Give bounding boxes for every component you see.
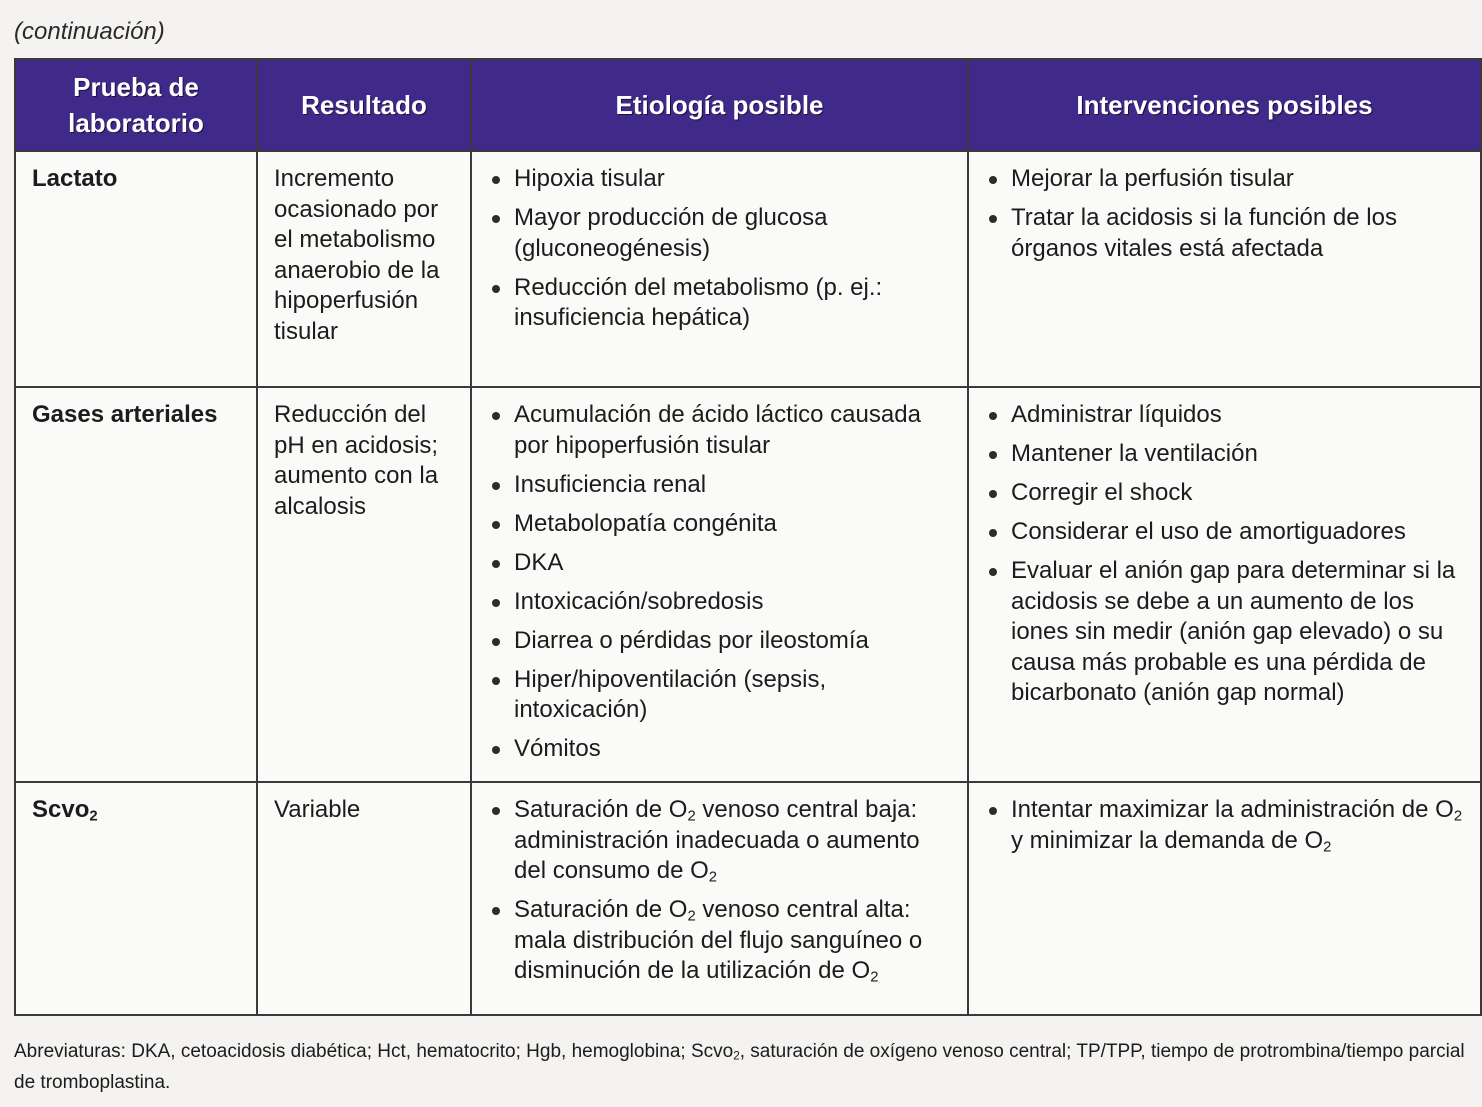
subscript: 2 (1323, 838, 1332, 855)
list-item-text: Mantener la ventilación (1011, 440, 1258, 467)
list-item (985, 556, 1468, 709)
bullet-icon (492, 907, 500, 915)
bullet-icon (989, 451, 997, 459)
abbreviations-footnote (14, 1036, 1474, 1098)
list-item-text: Hiper/hipoventilación (sepsis, intoxicación) (514, 665, 827, 723)
list-item (488, 470, 955, 501)
list-item-text: Mayor producción de glucosa (gluconeogénesis) (514, 204, 828, 262)
list-item (488, 895, 955, 987)
bullet-icon (492, 677, 500, 685)
etiology-list (488, 400, 955, 765)
list-item-text: DKA (514, 548, 564, 576)
list-item-text: Insuficiencia renal (514, 470, 707, 498)
etiology-cell (471, 387, 968, 782)
subscript: 2 (687, 808, 696, 825)
list-item-text: y minimizar la demanda de O (1011, 826, 1324, 854)
list-item (985, 400, 1468, 431)
header-lab-test: Prueba de laboratorio (15, 59, 257, 151)
list-item-text: venoso central alta: mala distribución del flujo sanguíneo o disminución de la utilización de O (514, 896, 923, 984)
bullet-icon (989, 176, 997, 184)
interventions-list (985, 400, 1468, 709)
list-item-text: Metabolopatía congénita (514, 509, 777, 537)
bullet-icon (492, 746, 500, 754)
list-item-text: Hipoxia tisular (514, 165, 665, 192)
test-result: Variable (257, 782, 471, 1015)
test-result: Reducción del pH en acidosis; aumento con la alcalosis (257, 387, 471, 782)
list-item (488, 164, 955, 195)
list-item (488, 509, 955, 540)
list-item (488, 587, 955, 618)
list-item (488, 548, 955, 579)
list-item (488, 734, 955, 765)
bullet-icon (989, 490, 997, 498)
list-item-text: Reducción del metabolismo (p. ej.: insuficiencia hepática) (514, 273, 883, 331)
list-item-text: Vómitos (514, 735, 601, 762)
bullet-icon (492, 482, 500, 490)
interventions-cell (968, 387, 1481, 782)
list-item-text: Intoxicación/sobredosis (514, 587, 764, 615)
header-result: Resultado (257, 59, 471, 151)
header-etiology: Etiología posible (471, 59, 968, 151)
footnote-text-start: Abreviaturas: DKA, cetoacidosis diabética; Hct, hematocrito; Hgb, hemoglobina; Scvo (14, 1041, 734, 1062)
subscript: 2 (733, 1049, 740, 1063)
bullet-icon (989, 215, 997, 223)
list-item (985, 795, 1468, 856)
bullet-icon (492, 599, 500, 607)
etiology-list (488, 164, 955, 334)
lab-tests-table (14, 58, 1482, 1016)
subscript: 2 (89, 808, 98, 825)
list-item (985, 203, 1468, 264)
bullet-icon (492, 560, 500, 568)
table-row-lactate (15, 151, 1481, 387)
test-result: Incremento ocasionado por el metabolismo anaerobio de la hipoperfusión tisular (257, 151, 471, 387)
list-item (488, 400, 955, 461)
list-item-text: Corregir el shock (1011, 479, 1193, 506)
list-item (985, 517, 1468, 548)
bullet-icon (492, 638, 500, 646)
etiology-list (488, 795, 955, 987)
list-item-text: Mejorar la perfusión tisular (1011, 165, 1294, 192)
list-item (488, 626, 955, 657)
test-name: Gases arteriales (15, 387, 257, 782)
bullet-icon (492, 215, 500, 223)
bullet-icon (989, 529, 997, 537)
etiology-cell (471, 782, 968, 1015)
list-item (488, 203, 955, 264)
bullet-icon (989, 412, 997, 420)
bullet-icon (989, 807, 997, 815)
list-item (985, 164, 1468, 195)
list-item-text: Acumulación de ácido láctico causada por hipoperfusión tisular (514, 401, 921, 459)
interventions-cell (968, 782, 1481, 1015)
header-interventions: Intervenciones posibles (968, 59, 1481, 151)
list-item (488, 665, 955, 726)
test-name (15, 782, 257, 1015)
bullet-icon (492, 176, 500, 184)
test-name: Lactato (15, 151, 257, 387)
bullet-icon (492, 521, 500, 529)
list-item-text: Considerar el uso de amortiguadores (1011, 518, 1406, 545)
interventions-list (985, 795, 1468, 856)
list-item (985, 439, 1468, 470)
bullet-icon (989, 568, 997, 576)
interventions-list (985, 164, 1468, 264)
table-caption: (continuación) (14, 18, 165, 45)
list-item-text: Saturación de O (514, 796, 688, 823)
bullet-icon (492, 807, 500, 815)
list-item-text: Tratar la acidosis si la función de los órganos vitales está afectada (1011, 204, 1397, 262)
subscript: 2 (687, 908, 696, 925)
test-name-text: Scvo (32, 796, 90, 823)
interventions-cell (968, 151, 1481, 387)
subscript: 2 (870, 969, 879, 986)
bullet-icon (492, 285, 500, 293)
bullet-icon (492, 412, 500, 420)
subscript: 2 (1453, 808, 1463, 825)
list-item-text: Diarrea o pérdidas por ileostomía (514, 626, 869, 654)
list-item (985, 478, 1468, 509)
list-item-text: Intentar maximizar la administración de O (1011, 796, 1454, 823)
list-item (488, 795, 955, 887)
subscript: 2 (708, 869, 718, 886)
table-header-row (15, 59, 1481, 151)
list-item (488, 273, 955, 334)
list-item-text: Administrar líquidos (1011, 401, 1222, 428)
list-item-text: Evaluar el anión gap para determinar si la acidosis se debe a un aumento de los iones sin medir (anión gap elevado) o su causa más probable es una pérdida de bicarbonato (anión gap normal) (1011, 557, 1456, 706)
list-item-text: venoso central baja: administración inadecuada o aumento del consumo de O (514, 796, 920, 884)
table-row-scvo2 (15, 782, 1481, 1015)
table-row-arterial-gases (15, 387, 1481, 782)
etiology-cell (471, 151, 968, 387)
footnote-text-end: , saturación de oxígeno venoso central; TP/TPP, tiempo de protrombina/tiempo parcial de tromboplastina. (14, 1041, 1465, 1093)
list-item-text: Saturación de O (514, 896, 688, 923)
